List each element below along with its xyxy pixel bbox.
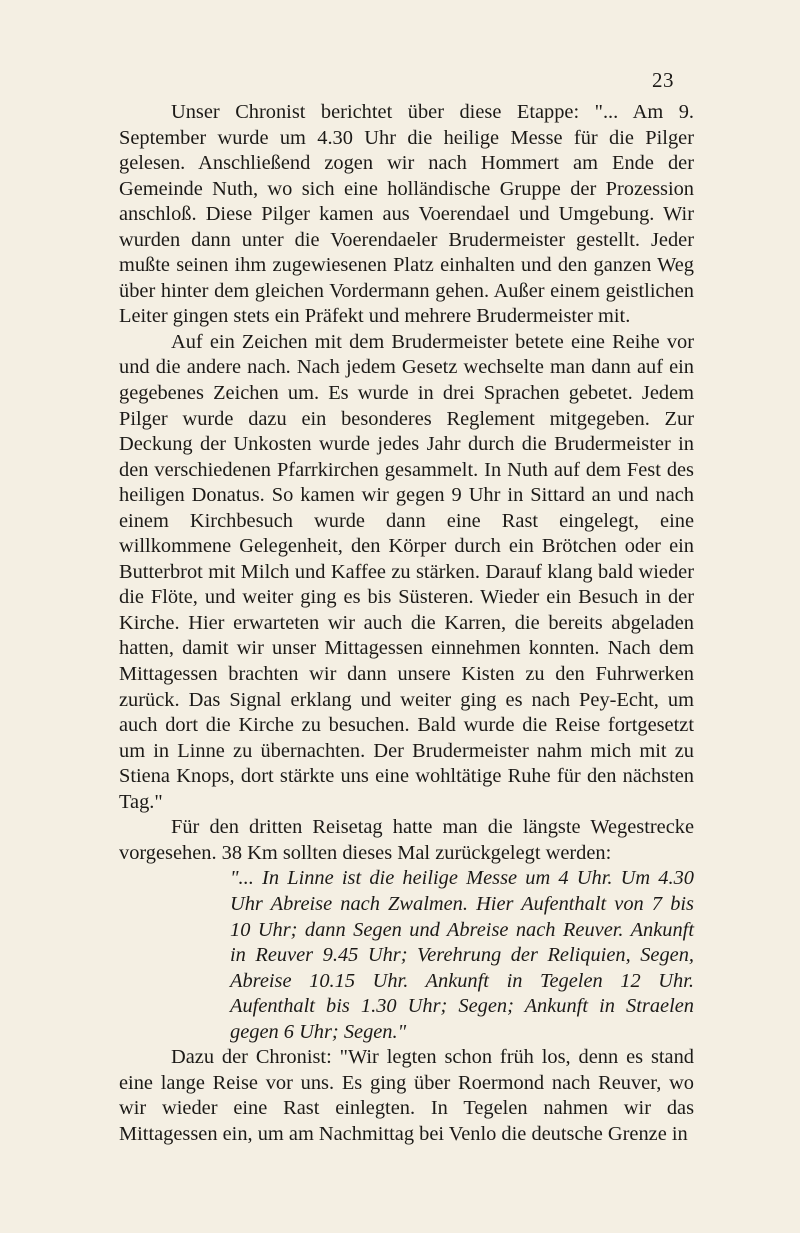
paragraph: Auf ein Zeichen mit dem Brudermeister betete eine Reihe vor und die andere nach. Nach jedem Gesetz wechselte man dann auf ein gegebenes Zeichen um. Es wurde in drei Sprachen gebetet. Jedem Pilger wurde dazu ein besonderes Reglement mitgegeben. Zur Deckung der Unkosten wurde jedes Jahr durch die Brudermeister in den verschiedenen Pfarrkirchen gesammelt. In Nuth auf dem Fest des heiligen Donatus. So kamen wir gegen 9 Uhr in Sittard an und nach einem Kirchbesuch wurde dann eine Rast eingelegt, eine willkommene Gelegenheit, den Körper durch ein Brötchen oder ein Butterbrot mit Milch und Kaffee zu stärken. Darauf klang bald wieder die Flöte, und weiter ging es bis Süsteren. Wieder ein Besuch in der Kirche. Hier erwarteten wir auch die Karren, die bereits abgeladen hatten, damit wir unser Mittagessen einnehmen konnten. Nach dem Mittagessen brachten wir dann unsere Kisten zu den Fuhrwerken zurück. Das Signal erklang und weiter ging es nach Pey-Echt, um auch dort die Kirche zu besuchen. Bald wurde die Reise fortgesetzt um in Linne zu übernachten. Der Brudermeister nahm mich mit zu Stiena Knops, dort stärkte uns eine wohltätige Ruhe für den nächsten Tag.": [119, 330, 694, 813]
paragraph: Für den dritten Reisetag hatte man die längste Wegestrecke vorgesehen. 38 Km sollten dieses Mal zurückgelegt werden:: [119, 816, 694, 864]
body-text: [119, 100, 694, 1147]
paragraph: Dazu der Chronist: "Wir legten schon früh los, denn es stand eine lange Reise vor uns. Es ging über Roermond nach Reuver, wo wir wieder eine Rast einlegten. In Tegelen nahmen wir das Mittagessen ein, um am Nachmittag bei Venlo die deutsche Grenze in: [119, 1046, 694, 1145]
paragraph: Unser Chronist berichtet über diese Etappe: "... Am 9. September wurde um 4.30 Uhr die heilige Messe für die Pilger gelesen. Anschließend zogen wir nach Hommert am Ende der Gemeinde Nuth, wo sich eine holländische Gruppe der Prozession anschloß. Diese Pilger kamen aus Voerendael und Umgebung. Wir wurden dann unter die Voerendaeler Brudermeister gestellt. Jeder mußte seinen ihm zugewiesenen Platz einhalten und den ganzen Weg über hinter dem gleichen Vordermann gehen. Außer einem geistlichen Leiter gingen stets ein Präfekt und mehrere Brudermeister mit.: [119, 101, 694, 328]
page-number: 23: [652, 68, 674, 92]
block-quote: "... In Linne ist die heilige Messe um 4 Uhr. Um 4.30 Uhr Abreise nach Zwalmen. Hier Aufenthalt von 7 bis 10 Uhr; dann Segen und Abreise nach Reuver. Ankunft in Reuver 9.45 Uhr; Verehrung der Reliquien, Segen, Abreise 10.15 Uhr. Ankunft in Tegelen 12 Uhr. Aufenthalt bis 1.30 Uhr; Segen; Ankunft in Straelen gegen 6 Uhr; Segen.": [230, 867, 694, 1043]
